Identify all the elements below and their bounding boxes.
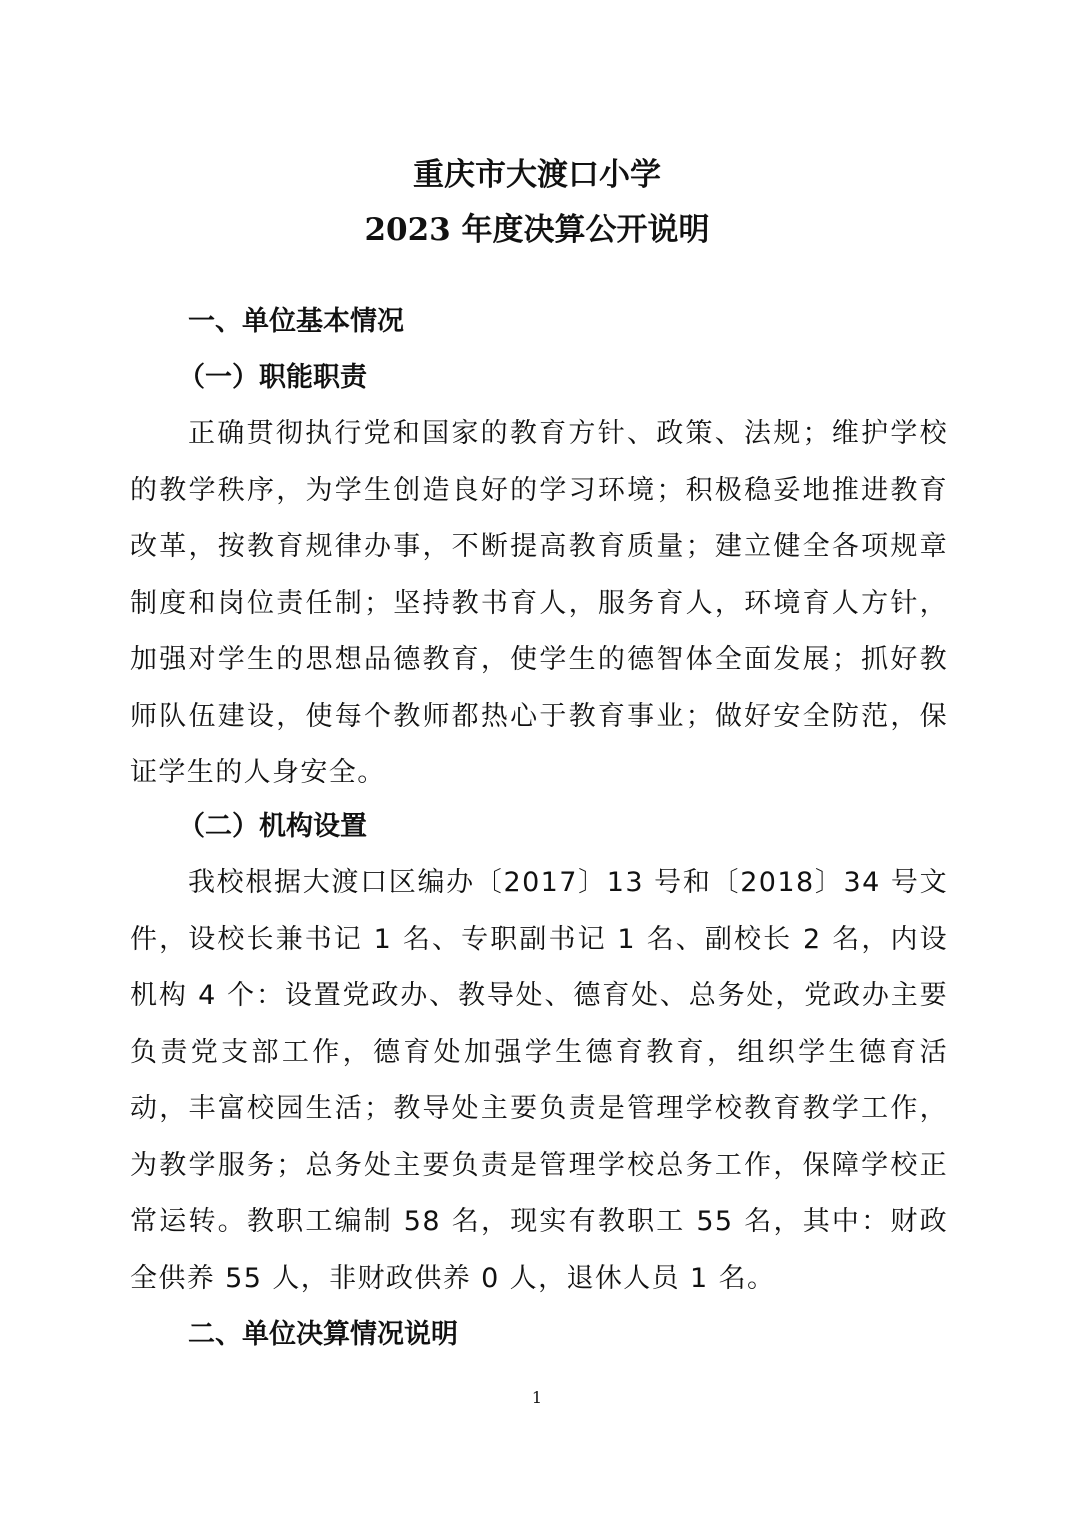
- section-heading-final-accounts: 二、单位决算情况说明: [188, 1319, 458, 1350]
- organization-paragraph: 我校根据大渡口区编办〔2017〕13 号和〔2018〕34 号文件，设校长兼书记 1 名、专职副书记 1 名、副校长 2 名，内设机构 4 个：设置党政办、教导处、德育处、总务处，党政办主要负责党支部工作，德育处加强学生德育教育，组织学生德育活动，丰富校园生活；教导处主要负责是管理学校教育教学工作，为教学服务；总务处主要负责是管理学校总务工作，保障学校正常运转。教职工编制 58 名，现实有教职工 55 名，其中：财政全供养 55 人，非财政供养 0 人，退休人员 1 名。: [130, 867, 948, 1294]
- document-subtitle: 2023 年度决算公开说明: [364, 212, 710, 248]
- document-title: 重庆市大渡口小学: [413, 157, 661, 193]
- subsection-heading-organization: （二）机构设置: [178, 811, 367, 842]
- subsection-heading-duties: （一）职能职责: [178, 362, 367, 393]
- section-heading-unit-basic-info: 一、单位基本情况: [188, 306, 404, 337]
- duties-paragraph: 正确贯彻执行党和国家的教育方针、政策、法规；维护学校的教学秩序，为学生创造良好的学习环境；积极稳妥地推进教育改革，按教育规律办事，不断提高教育质量；建立健全各项规章制度和岗位责任制；坚持教书育人，服务育人，环境育人方针，加强对学生的思想品德教育，使学生的德智体全面发展；抓好教师队伍建设，使每个教师都热心于教育事业；做好安全防范，保证学生的人身安全。: [130, 418, 948, 788]
- page-number: 1: [531, 1388, 543, 1407]
